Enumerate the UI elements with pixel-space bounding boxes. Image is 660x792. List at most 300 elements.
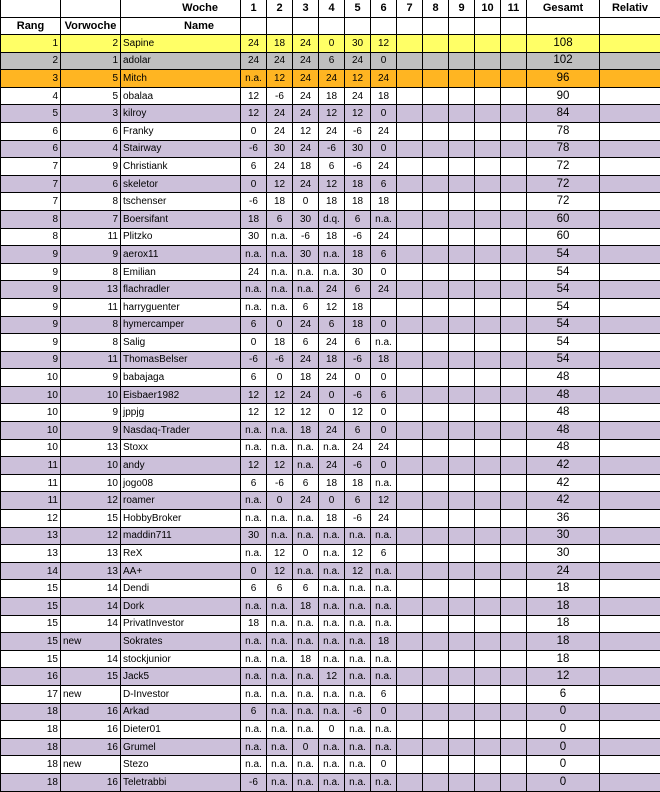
- week-9-cell: [449, 105, 475, 123]
- week-6-cell: 24: [371, 281, 397, 299]
- week-6-cell: n.a.: [371, 615, 397, 633]
- week-11-cell: [501, 246, 527, 264]
- week-5-cell: -6: [345, 703, 371, 721]
- week-4-cell: 0: [319, 35, 345, 53]
- gesamt-cell: 30: [527, 545, 600, 563]
- week-1-cell: n.a.: [241, 650, 267, 668]
- week-8-cell: [423, 316, 449, 334]
- name-cell: jogo08: [121, 474, 241, 492]
- relativ-cell: [600, 650, 660, 668]
- week-4-cell: n.a.: [319, 263, 345, 281]
- week-10-cell: [475, 457, 501, 475]
- name-cell: jppjg: [121, 404, 241, 422]
- table-row[interactable]: [1, 580, 660, 598]
- vorwoche-cell: 8: [61, 316, 121, 334]
- gesamt-cell: 0: [527, 773, 600, 791]
- table-row[interactable]: [1, 228, 660, 246]
- week-5-cell: -6: [345, 510, 371, 528]
- week-2-cell: n.a.: [267, 510, 293, 528]
- name-cell: Arkad: [121, 703, 241, 721]
- week-10-cell: [475, 474, 501, 492]
- week-6-cell: 12: [371, 35, 397, 53]
- week-8-cell: [423, 228, 449, 246]
- week-7-cell: [397, 492, 423, 510]
- relativ-cell: [600, 439, 660, 457]
- name-cell: Teletrabbi: [121, 773, 241, 791]
- week-4-cell: n.a.: [319, 246, 345, 264]
- week-7-cell: [397, 87, 423, 105]
- week-5-cell: -6: [345, 351, 371, 369]
- week-3-cell: 12: [293, 122, 319, 140]
- week-5-cell: n.a.: [345, 738, 371, 756]
- week-5-cell: n.a.: [345, 580, 371, 598]
- week-4-cell: 12: [319, 668, 345, 686]
- week-10-cell: [475, 140, 501, 158]
- week-3-cell: 18: [293, 422, 319, 440]
- week-5-cell: 24: [345, 439, 371, 457]
- week-6-cell: n.a.: [371, 562, 397, 580]
- gesamt-cell: 48: [527, 404, 600, 422]
- table-row[interactable]: [1, 404, 660, 422]
- table-row[interactable]: [1, 122, 660, 140]
- name-cell: AA+: [121, 562, 241, 580]
- name-cell: Mitch: [121, 70, 241, 88]
- rang-cell: 8: [1, 228, 61, 246]
- week-7-cell: [397, 210, 423, 228]
- week-4-cell: n.a.: [319, 703, 345, 721]
- week-5-cell: n.a.: [345, 773, 371, 791]
- table-row[interactable]: [1, 457, 660, 475]
- week-1-cell: 24: [241, 35, 267, 53]
- week-5-cell: n.a.: [345, 650, 371, 668]
- table-row[interactable]: [1, 474, 660, 492]
- week-8-cell: [423, 738, 449, 756]
- name-cell: Christiank: [121, 158, 241, 176]
- table-row[interactable]: [1, 668, 660, 686]
- week-4-cell: n.a.: [319, 562, 345, 580]
- week-1-cell: 30: [241, 527, 267, 545]
- week-5-cell: 12: [345, 545, 371, 563]
- week-9-cell: [449, 650, 475, 668]
- table-row[interactable]: [1, 281, 660, 299]
- week-8-cell: [423, 140, 449, 158]
- vorwoche-cell: 16: [61, 721, 121, 739]
- relativ-cell: [600, 457, 660, 475]
- rang-cell: 11: [1, 457, 61, 475]
- week-4-cell: 24: [319, 122, 345, 140]
- week-1-cell: 6: [241, 316, 267, 334]
- header-blank-cell: [423, 18, 449, 35]
- week-8-cell: [423, 158, 449, 176]
- week-10-cell: [475, 122, 501, 140]
- week-1-cell: 12: [241, 386, 267, 404]
- gesamt-cell: 78: [527, 140, 600, 158]
- week-8-cell: [423, 685, 449, 703]
- header-woche: Woche: [121, 0, 241, 18]
- week-1-cell: 12: [241, 457, 267, 475]
- week-5-cell: 24: [345, 87, 371, 105]
- rang-cell: 9: [1, 281, 61, 299]
- rang-cell: 11: [1, 492, 61, 510]
- week-5-cell: 18: [345, 246, 371, 264]
- relativ-cell: [600, 738, 660, 756]
- table-row[interactable]: [1, 316, 660, 334]
- week-9-cell: [449, 668, 475, 686]
- week-11-cell: [501, 263, 527, 281]
- week-5-cell: 18: [345, 175, 371, 193]
- table-row[interactable]: [1, 140, 660, 158]
- rang-cell: 10: [1, 439, 61, 457]
- week-2-cell: 6: [267, 580, 293, 598]
- name-cell: Dendi: [121, 580, 241, 598]
- week-6-cell: 0: [371, 369, 397, 387]
- gesamt-cell: 60: [527, 210, 600, 228]
- rang-cell: 9: [1, 316, 61, 334]
- table-row[interactable]: [1, 175, 660, 193]
- week-11-cell: [501, 105, 527, 123]
- header-vorwoche: Vorwoche: [61, 18, 121, 35]
- week-7-cell: [397, 228, 423, 246]
- week-11-cell: [501, 70, 527, 88]
- table-row[interactable]: [1, 334, 660, 352]
- week-1-cell: n.a.: [241, 281, 267, 299]
- gesamt-cell: 18: [527, 580, 600, 598]
- week-5-cell: n.a.: [345, 721, 371, 739]
- gesamt-cell: 72: [527, 193, 600, 211]
- week-7-cell: [397, 439, 423, 457]
- week-11-cell: [501, 35, 527, 53]
- table-row[interactable]: [1, 158, 660, 176]
- week-3-cell: 6: [293, 580, 319, 598]
- name-cell: Boersifant: [121, 210, 241, 228]
- week-4-cell: 18: [319, 351, 345, 369]
- relativ-cell: [600, 404, 660, 422]
- week-10-cell: [475, 545, 501, 563]
- week-11-cell: [501, 703, 527, 721]
- relativ-cell: [600, 386, 660, 404]
- week-1-cell: -6: [241, 351, 267, 369]
- table-row[interactable]: [1, 773, 660, 791]
- week-11-cell: [501, 140, 527, 158]
- week-6-cell: 0: [371, 703, 397, 721]
- week-1-cell: 12: [241, 87, 267, 105]
- week-11-cell: [501, 210, 527, 228]
- week-2-cell: 18: [267, 35, 293, 53]
- vorwoche-cell: 16: [61, 738, 121, 756]
- week-6-cell: [371, 298, 397, 316]
- week-10-cell: [475, 562, 501, 580]
- week-6-cell: 6: [371, 175, 397, 193]
- relativ-cell: [600, 580, 660, 598]
- week-8-cell: [423, 35, 449, 53]
- week-2-cell: 0: [267, 492, 293, 510]
- week-3-cell: 18: [293, 650, 319, 668]
- week-11-cell: [501, 334, 527, 352]
- week-10-cell: [475, 52, 501, 70]
- table-row[interactable]: [1, 598, 660, 616]
- week-7-cell: [397, 685, 423, 703]
- week-8-cell: [423, 492, 449, 510]
- week-8-cell: [423, 351, 449, 369]
- week-9-cell: [449, 386, 475, 404]
- week-9-cell: [449, 685, 475, 703]
- week-2-cell: 0: [267, 316, 293, 334]
- table-row[interactable]: [1, 351, 660, 369]
- week-9-cell: [449, 334, 475, 352]
- gesamt-cell: 108: [527, 35, 600, 53]
- table-row[interactable]: [1, 738, 660, 756]
- relativ-cell: [600, 615, 660, 633]
- table-row[interactable]: [1, 298, 660, 316]
- week-4-cell: n.a.: [319, 527, 345, 545]
- week-8-cell: [423, 668, 449, 686]
- rang-cell: 18: [1, 703, 61, 721]
- table-row[interactable]: [1, 246, 660, 264]
- week-3-cell: n.a.: [293, 457, 319, 475]
- header-blank-cell: [267, 18, 293, 35]
- gesamt-cell: 72: [527, 158, 600, 176]
- week-2-cell: 24: [267, 158, 293, 176]
- table-row[interactable]: [1, 545, 660, 563]
- week-1-cell: 0: [241, 562, 267, 580]
- rang-cell: 1: [1, 35, 61, 53]
- week-9-cell: [449, 193, 475, 211]
- rang-cell: 6: [1, 140, 61, 158]
- week-3-cell: n.a.: [293, 439, 319, 457]
- week-5-cell: n.a.: [345, 598, 371, 616]
- week-6-cell: 24: [371, 158, 397, 176]
- rang-cell: 5: [1, 105, 61, 123]
- week-8-cell: [423, 52, 449, 70]
- week-2-cell: n.a.: [267, 773, 293, 791]
- week-10-cell: [475, 598, 501, 616]
- rang-cell: 3: [1, 70, 61, 88]
- relativ-cell: [600, 35, 660, 53]
- table-row[interactable]: [1, 439, 660, 457]
- vorwoche-cell: 9: [61, 369, 121, 387]
- header-blank-cell: [449, 18, 475, 35]
- table-row[interactable]: [1, 193, 660, 211]
- week-2-cell: 0: [267, 369, 293, 387]
- table-row[interactable]: [1, 422, 660, 440]
- week-8-cell: [423, 527, 449, 545]
- week-10-cell: [475, 721, 501, 739]
- table-row[interactable]: [1, 210, 660, 228]
- rang-cell: 17: [1, 685, 61, 703]
- week-8-cell: [423, 721, 449, 739]
- week-6-cell: 24: [371, 122, 397, 140]
- week-10-cell: [475, 738, 501, 756]
- week-9-cell: [449, 404, 475, 422]
- week-8-cell: [423, 334, 449, 352]
- vorwoche-cell: 8: [61, 193, 121, 211]
- rang-cell: 11: [1, 474, 61, 492]
- week-4-cell: n.a.: [319, 598, 345, 616]
- relativ-cell: [600, 316, 660, 334]
- week-6-cell: 0: [371, 316, 397, 334]
- rang-cell: 16: [1, 668, 61, 686]
- week-6-cell: n.a.: [371, 721, 397, 739]
- week-7-cell: [397, 773, 423, 791]
- relativ-cell: [600, 263, 660, 281]
- table-row[interactable]: [1, 685, 660, 703]
- week-6-cell: n.a.: [371, 598, 397, 616]
- vorwoche-cell: 2: [61, 35, 121, 53]
- week-9-cell: [449, 158, 475, 176]
- vorwoche-cell: 11: [61, 228, 121, 246]
- table-row[interactable]: [1, 510, 660, 528]
- week-2-cell: 12: [267, 70, 293, 88]
- week-4-cell: 6: [319, 316, 345, 334]
- table-row[interactable]: [1, 35, 660, 53]
- gesamt-cell: 0: [527, 738, 600, 756]
- week-10-cell: [475, 316, 501, 334]
- name-cell: adolar: [121, 52, 241, 70]
- table-row[interactable]: [1, 87, 660, 105]
- week-4-cell: n.a.: [319, 773, 345, 791]
- relativ-cell: [600, 70, 660, 88]
- week-1-cell: n.a.: [241, 685, 267, 703]
- week-1-cell: n.a.: [241, 668, 267, 686]
- week-3-cell: n.a.: [293, 562, 319, 580]
- week-5-cell: 12: [345, 404, 371, 422]
- week-8-cell: [423, 122, 449, 140]
- vorwoche-cell: 7: [61, 210, 121, 228]
- rang-cell: 4: [1, 87, 61, 105]
- week-6-cell: n.a.: [371, 773, 397, 791]
- week-8-cell: [423, 386, 449, 404]
- table-row[interactable]: [1, 492, 660, 510]
- week-7-cell: [397, 122, 423, 140]
- table-row[interactable]: [1, 633, 660, 651]
- week-11-cell: [501, 668, 527, 686]
- week-4-cell: n.a.: [319, 756, 345, 774]
- table-row[interactable]: [1, 721, 660, 739]
- gesamt-cell: 48: [527, 422, 600, 440]
- name-cell: Salig: [121, 334, 241, 352]
- week-4-cell: -6: [319, 140, 345, 158]
- week-3-cell: 24: [293, 70, 319, 88]
- relativ-cell: [600, 246, 660, 264]
- name-cell: Plitzko: [121, 228, 241, 246]
- week-5-cell: 12: [345, 562, 371, 580]
- week-3-cell: 0: [293, 738, 319, 756]
- relativ-cell: [600, 756, 660, 774]
- week-7-cell: [397, 738, 423, 756]
- header-week-6: 6: [371, 0, 397, 18]
- week-1-cell: -6: [241, 773, 267, 791]
- table-row[interactable]: [1, 615, 660, 633]
- rang-cell: 18: [1, 738, 61, 756]
- week-2-cell: n.a.: [267, 263, 293, 281]
- gesamt-cell: 42: [527, 492, 600, 510]
- gesamt-cell: 42: [527, 474, 600, 492]
- name-cell: Dieter01: [121, 721, 241, 739]
- week-8-cell: [423, 175, 449, 193]
- vorwoche-cell: 8: [61, 334, 121, 352]
- table-row[interactable]: [1, 650, 660, 668]
- week-2-cell: -6: [267, 351, 293, 369]
- header-row-weeks: [1, 0, 660, 18]
- week-10-cell: [475, 87, 501, 105]
- week-11-cell: [501, 510, 527, 528]
- vorwoche-cell: 13: [61, 545, 121, 563]
- name-cell: aerox11: [121, 246, 241, 264]
- week-7-cell: [397, 351, 423, 369]
- table-row[interactable]: [1, 562, 660, 580]
- vorwoche-cell: new: [61, 685, 121, 703]
- week-9-cell: [449, 580, 475, 598]
- gesamt-cell: 78: [527, 122, 600, 140]
- week-9-cell: [449, 703, 475, 721]
- table-row[interactable]: [1, 369, 660, 387]
- week-11-cell: [501, 633, 527, 651]
- header-blank-cell: [371, 18, 397, 35]
- table-row[interactable]: [1, 527, 660, 545]
- week-1-cell: n.a.: [241, 70, 267, 88]
- name-cell: Emilian: [121, 263, 241, 281]
- table-row[interactable]: [1, 52, 660, 70]
- week-10-cell: [475, 492, 501, 510]
- week-5-cell: 6: [345, 334, 371, 352]
- rang-cell: 2: [1, 52, 61, 70]
- relativ-cell: [600, 721, 660, 739]
- week-10-cell: [475, 298, 501, 316]
- table-row[interactable]: [1, 105, 660, 123]
- week-3-cell: 24: [293, 386, 319, 404]
- week-2-cell: n.a.: [267, 422, 293, 440]
- relativ-cell: [600, 105, 660, 123]
- table-row[interactable]: [1, 703, 660, 721]
- week-5-cell: -6: [345, 122, 371, 140]
- week-3-cell: n.a.: [293, 281, 319, 299]
- rang-cell: 13: [1, 545, 61, 563]
- week-1-cell: 0: [241, 122, 267, 140]
- relativ-cell: [600, 281, 660, 299]
- name-cell: obalaa: [121, 87, 241, 105]
- week-6-cell: 6: [371, 386, 397, 404]
- vorwoche-cell: 13: [61, 562, 121, 580]
- table-row[interactable]: [1, 756, 660, 774]
- name-cell: Grumel: [121, 738, 241, 756]
- table-row[interactable]: [1, 263, 660, 281]
- week-9-cell: [449, 369, 475, 387]
- week-11-cell: [501, 228, 527, 246]
- table-row[interactable]: [1, 386, 660, 404]
- week-6-cell: 6: [371, 246, 397, 264]
- week-3-cell: 24: [293, 316, 319, 334]
- name-cell: Dork: [121, 598, 241, 616]
- vorwoche-cell: new: [61, 633, 121, 651]
- week-5-cell: -6: [345, 386, 371, 404]
- week-9-cell: [449, 70, 475, 88]
- gesamt-cell: 42: [527, 457, 600, 475]
- week-3-cell: 24: [293, 351, 319, 369]
- table-row[interactable]: [1, 70, 660, 88]
- week-5-cell: 12: [345, 105, 371, 123]
- week-4-cell: n.a.: [319, 650, 345, 668]
- week-8-cell: [423, 562, 449, 580]
- week-3-cell: 6: [293, 474, 319, 492]
- week-9-cell: [449, 510, 475, 528]
- week-6-cell: 0: [371, 756, 397, 774]
- week-7-cell: [397, 316, 423, 334]
- name-cell: Jack5: [121, 668, 241, 686]
- gesamt-cell: 54: [527, 316, 600, 334]
- week-5-cell: n.a.: [345, 633, 371, 651]
- vorwoche-cell: 9: [61, 158, 121, 176]
- rang-cell: 9: [1, 351, 61, 369]
